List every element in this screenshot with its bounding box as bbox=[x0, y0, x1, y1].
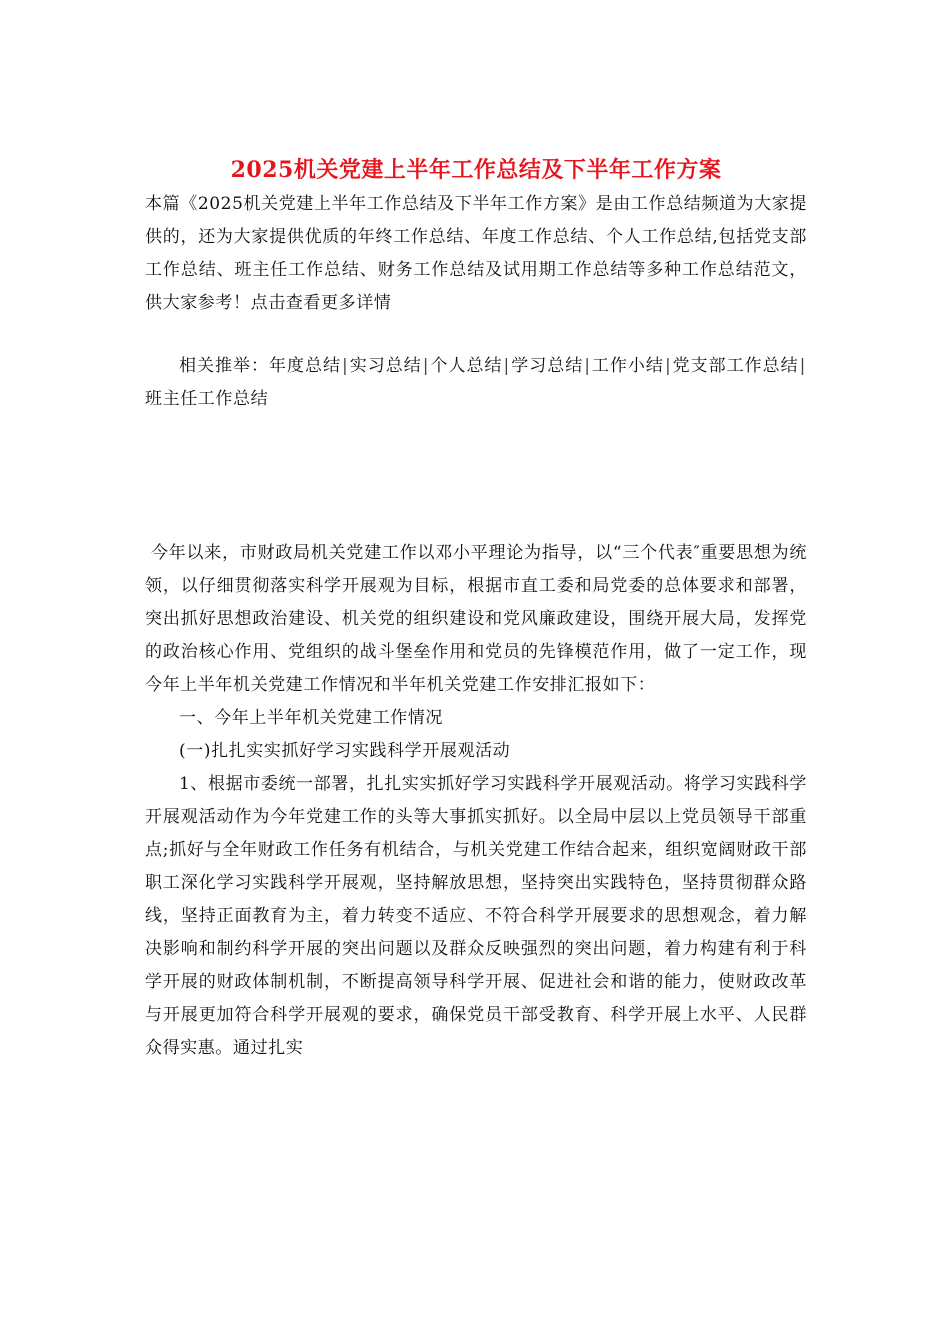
body-paragraph-1: 今年以来，市财政局机关党建工作以邓小平理论为指导，以“三个代表″重要思想为统领，以仔细贯彻落实科学开展观为目标，根据市直工委和局党委的总体要求和部署，突出抓好思想政治建设、机关党的组织建设和党风廉政建设，围绕开展大局，发挥党的政治核心作用、党组织的战斗堡垒作用和党员的先锋模范作用，做了一定工作，现今年上半年机关党建工作情况和半年机关党建工作安排汇报如下： bbox=[145, 543, 807, 695]
document-title: 2025机关党建上半年工作总结及下半年工作方案 bbox=[230, 157, 722, 183]
separator: | bbox=[503, 356, 510, 376]
related-link-study[interactable]: 学习总结 bbox=[510, 356, 584, 376]
separator: | bbox=[664, 356, 672, 376]
section-heading-1: 一、今年上半年机关党建工作情况 bbox=[179, 708, 443, 728]
document-page bbox=[145, 150, 807, 1065]
related-link-internship[interactable]: 实习总结 bbox=[349, 356, 422, 376]
separator: | bbox=[422, 356, 430, 376]
related-link-class-teacher[interactable]: 班主任工作总结 bbox=[145, 389, 269, 409]
related-link-personal[interactable]: 个人总结 bbox=[430, 356, 503, 376]
intro-paragraph: 本篇《2025机关党建上半年工作总结及下半年工作方案》是由工作总结频道为大家提供的，还为大家提供优质的年终工作总结、年度工作总结、个人工作总结,包括党支部工作总结、班主任工作总结、财务工作总结及试用期工作总结等多种工作总结范文，供大家参考！点击查看更多详情 bbox=[145, 194, 807, 313]
body-paragraph-2: 1、根据市委统一部署，扎扎实实抓好学习实践科学开展观活动。将学习实践科学开展观活动作为今年党建工作的头等大事抓实抓好。以全局中层以上党员领导干部重点;抓好与全年财政工作任务有机结合，与机关党建工作结合起来，组织宽阔财政干部职工深化学习实践科学开展观，坚持解放思想，坚持突出实践特色，坚持贯彻群众路线，坚持正面教育为主，着力转变不适应、不符合科学开展要求的思想观念，着力解决影响和制约科学开展的突出问题以及群众反映强烈的突出问题，着力构建有利于科学开展的财政体制机制，不断提高领导科学开展、促进社会和谐的能力，使财政改革与开展更加符合科学开展观的要求，确保党员干部受教育、科学开展上水平、人民群众得实惠。通过扎实 bbox=[145, 774, 807, 1058]
related-recommendations bbox=[145, 350, 807, 416]
related-label: 相关推举： bbox=[179, 356, 269, 376]
section-heading-2: (一)扎扎实实抓好学习实践科学开展观活动 bbox=[179, 741, 511, 761]
related-link-party-branch[interactable]: 党支部工作总结 bbox=[672, 356, 799, 376]
related-link-work-summary[interactable]: 工作小结 bbox=[591, 356, 664, 376]
related-link-annual[interactable]: 年度总结 bbox=[269, 356, 341, 376]
separator: | bbox=[584, 356, 591, 376]
separator: | bbox=[342, 356, 349, 376]
separator: | bbox=[799, 356, 806, 376]
